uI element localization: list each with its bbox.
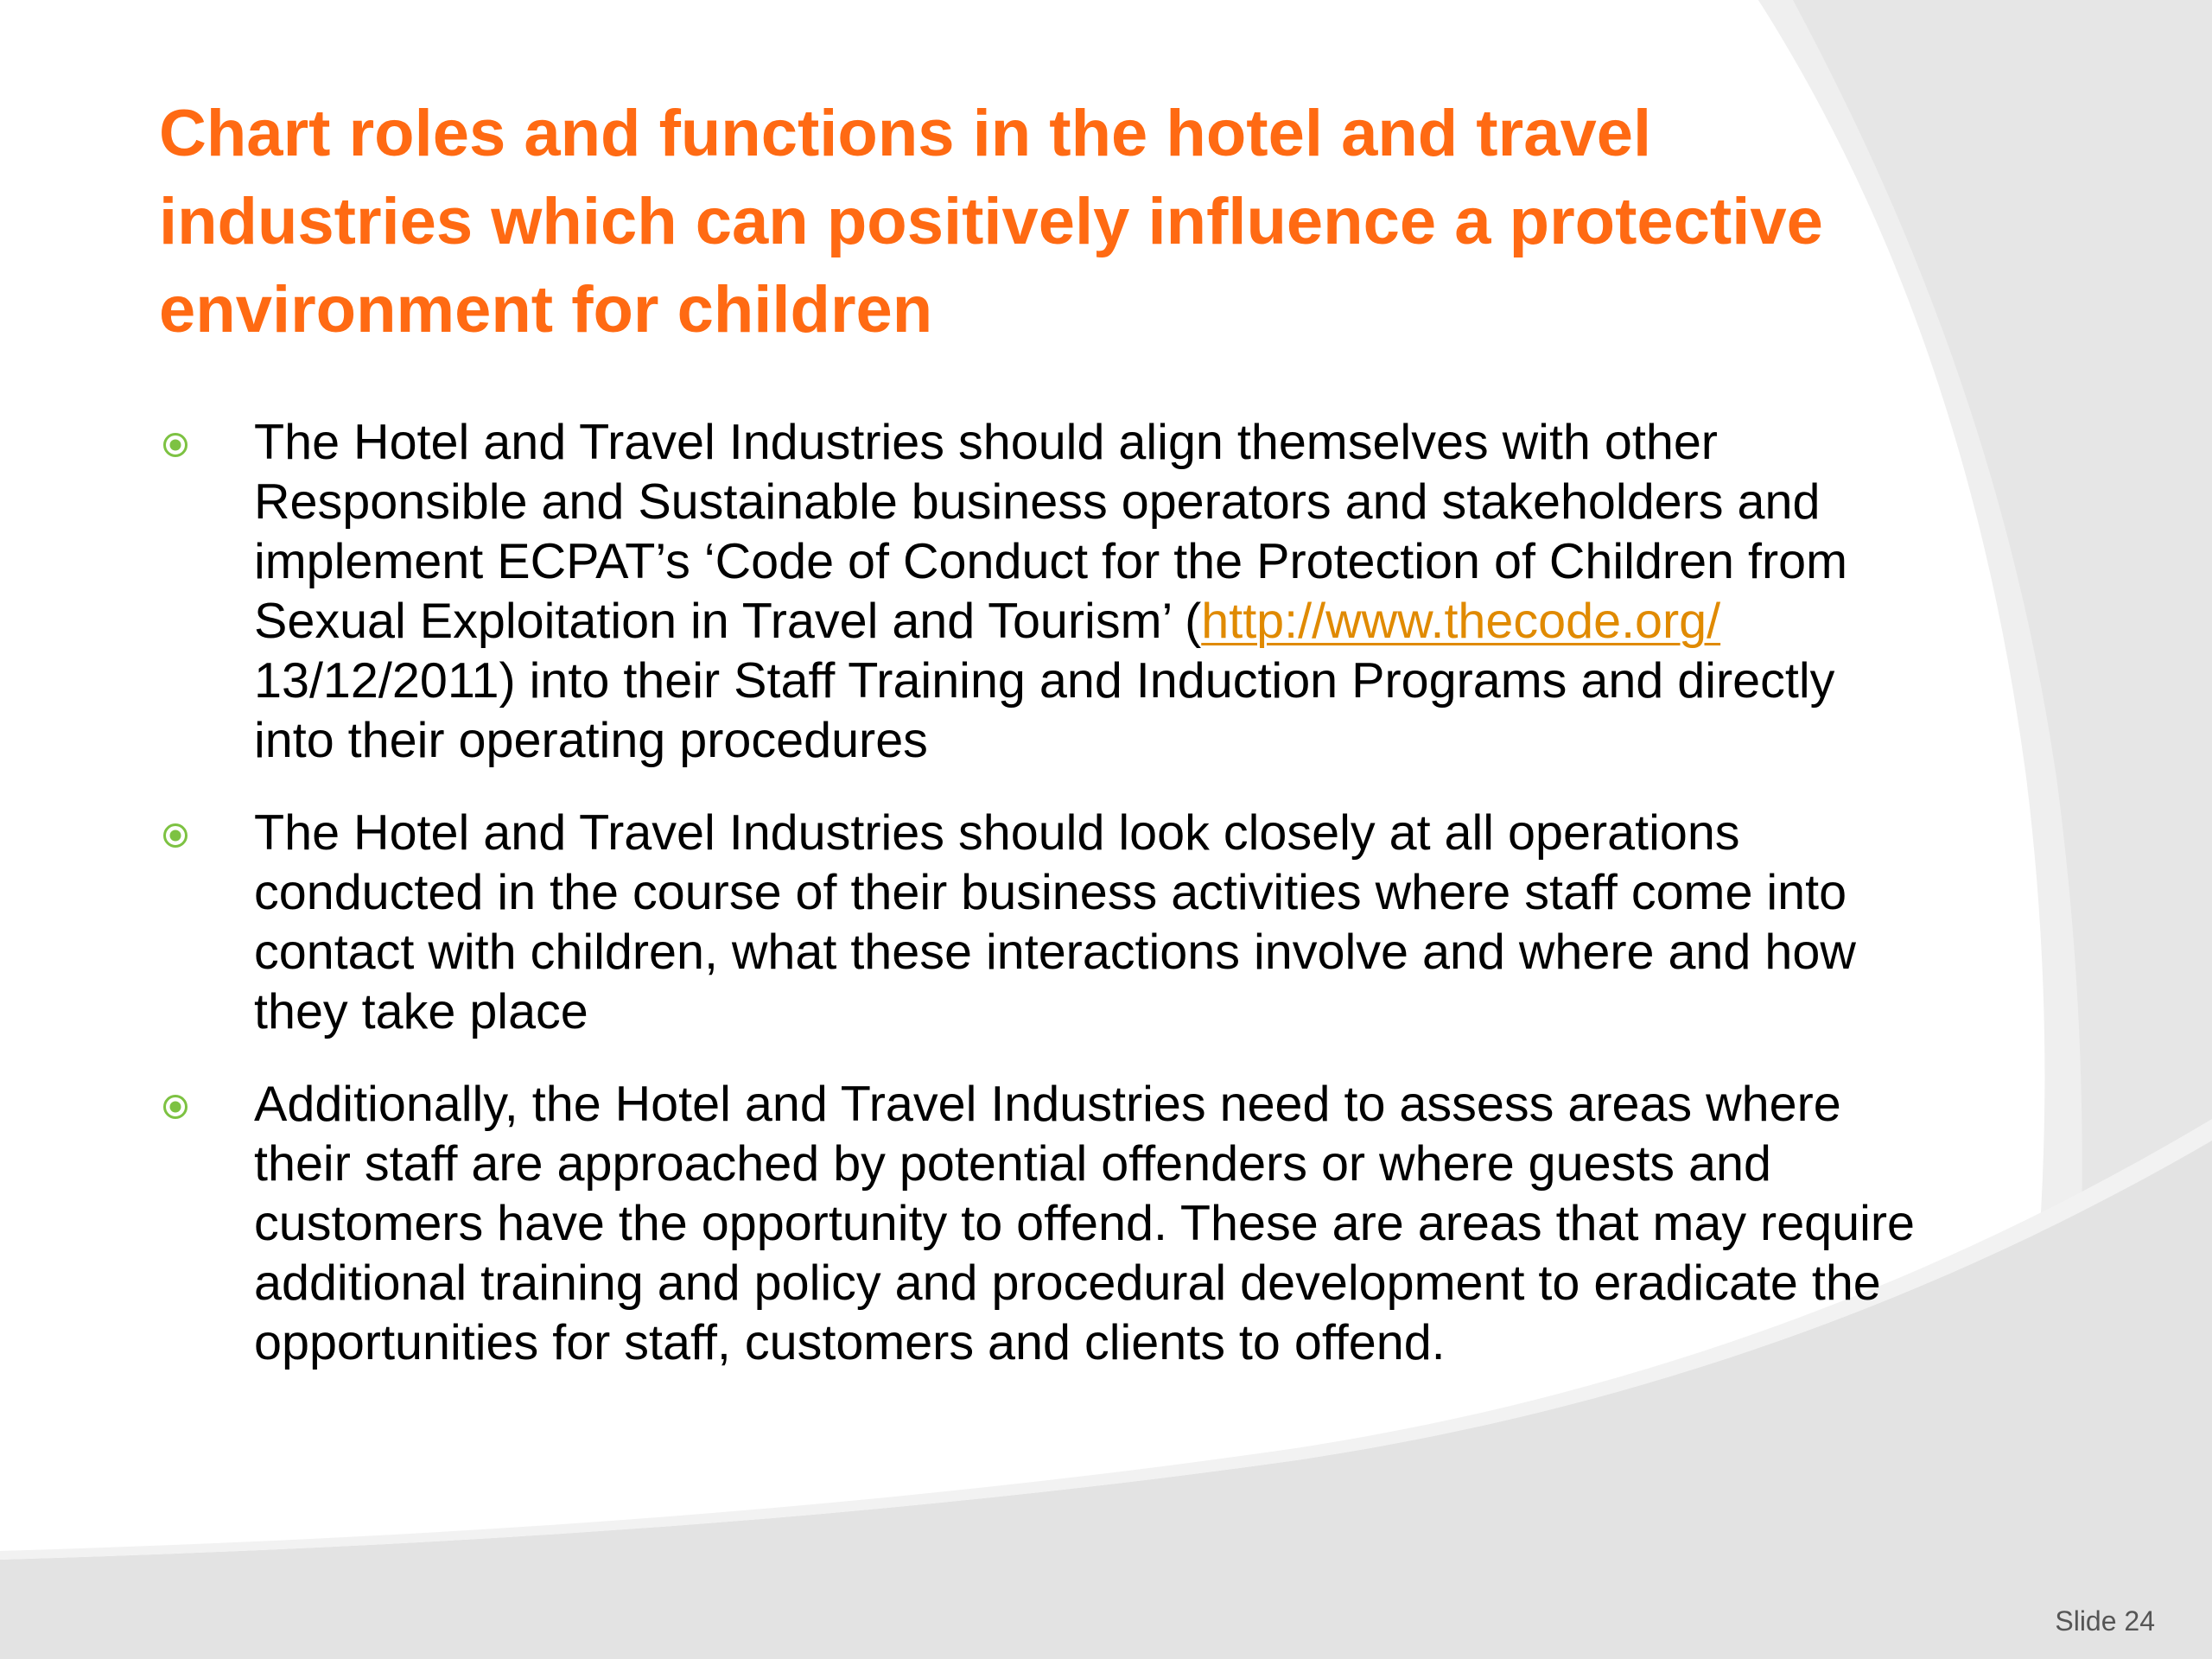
circle-dot-icon (162, 1094, 188, 1120)
thecode-link[interactable]: http://www.thecode.org/ (1201, 594, 1721, 649)
bullet-list (159, 413, 1922, 1406)
slide-number: Slide 24 (2055, 1605, 2155, 1637)
bullet-text-continued: 13/12/2011) into their Staff Training and Induction Programs and directly into their operating procedures (254, 653, 1835, 768)
circle-dot-icon (162, 432, 188, 458)
bullet-text: Additionally, the Hotel and Travel Industries need to assess areas where their staff are approached by potential offenders or where guests and customers have the opportunity to offend. These are areas that may require additional training and policy and procedural development to eradicate the opportunities for staff, customers and clients to offend. (254, 1077, 1916, 1370)
bullet-text: The Hotel and Travel Industries should align themselves with other Responsible and Sustainable business operators and stakeholders and implement ECPAT’s ‘Code of Conduct for the Protection of Children from Sexual Exploitation in Travel and Tourism’ ( (254, 415, 1848, 649)
circle-dot-icon (162, 823, 188, 849)
bullet-item-code-of-conduct (159, 413, 1922, 771)
slide-title: Chart roles and functions in the hotel and travel industries which can positively influence a protective environment for children (159, 97, 1823, 346)
bullet-item-operations (159, 804, 1922, 1042)
bullet-text: The Hotel and Travel Industries should look closely at all operations conducted in the course of their business activities where staff come into contact with children, what these interactions involve and where and how they take place (254, 805, 1856, 1039)
bullet-item-assess-areas (159, 1075, 1922, 1373)
